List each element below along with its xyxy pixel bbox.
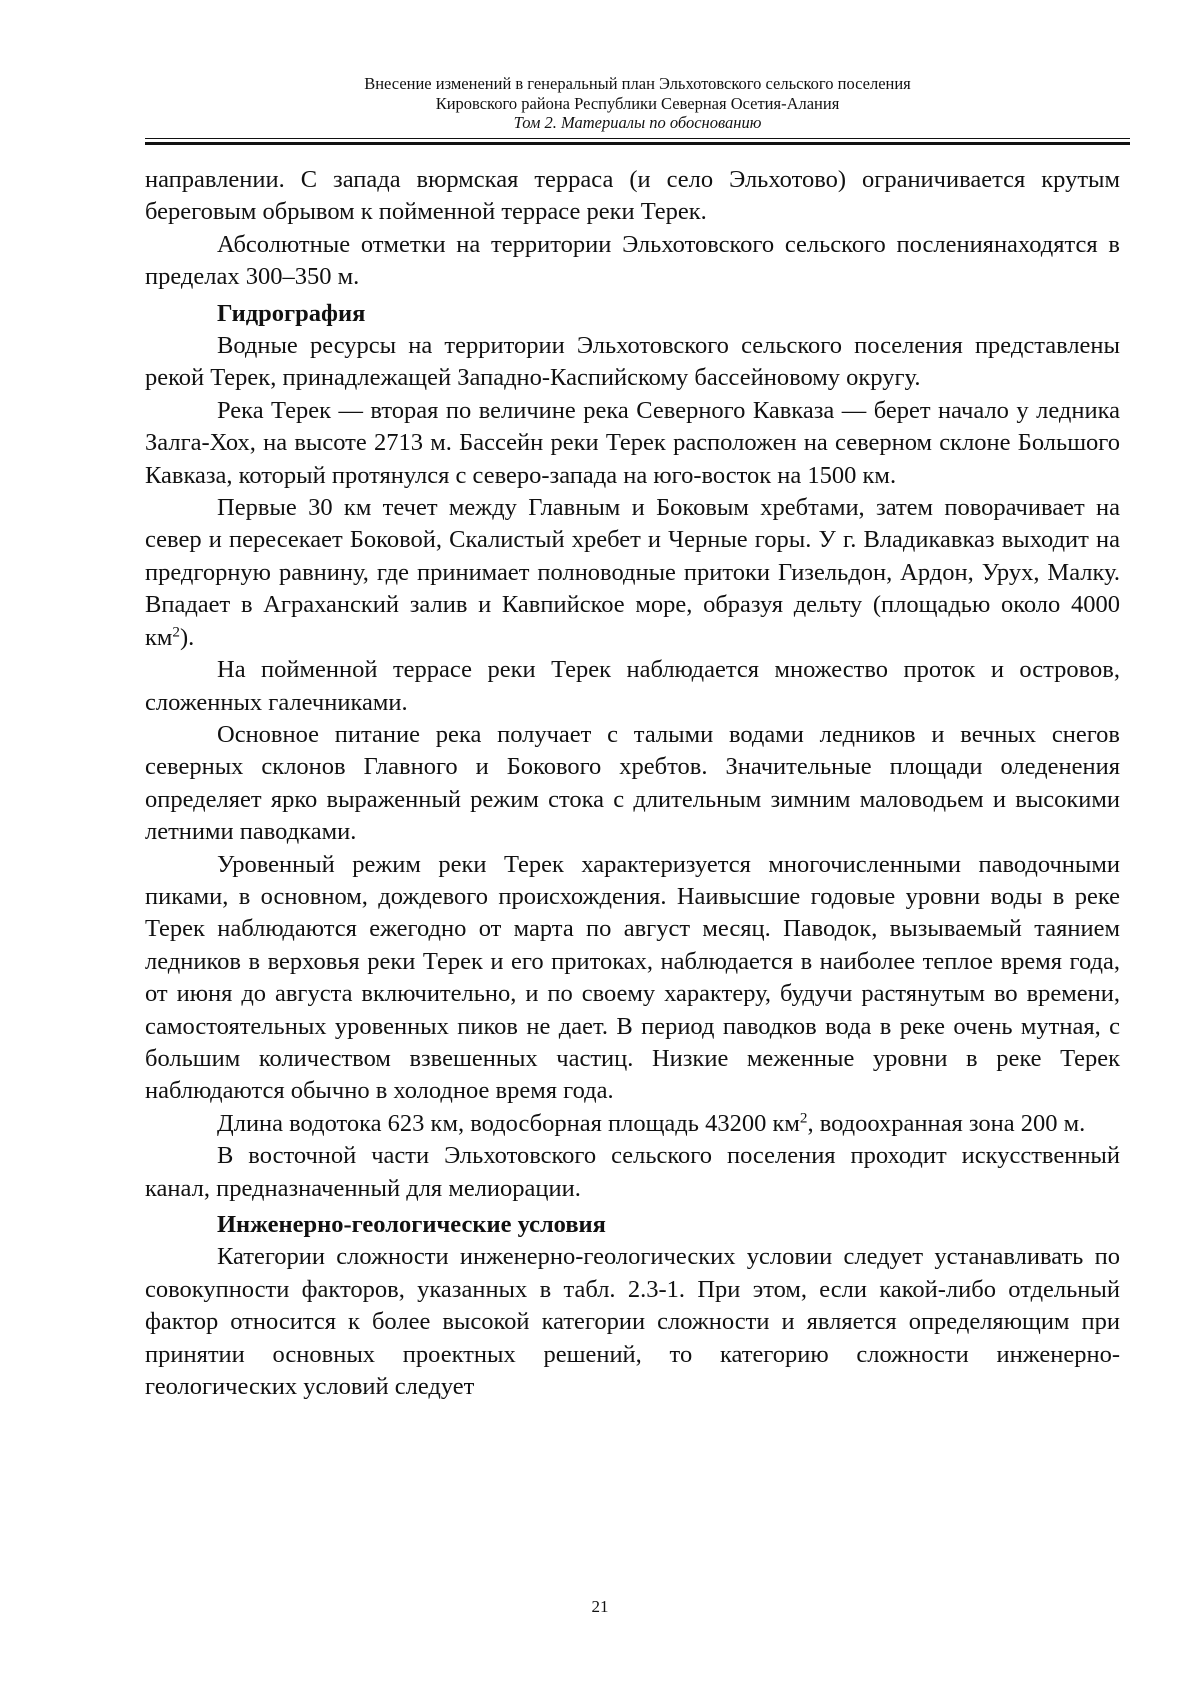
paragraph: направлении. С запада вюрмская терраса (и село Эльхотово) ограничивается крутым береговым обрывом к пойменной террасе реки Терек.	[145, 166, 1120, 226]
paragraph-text: ).	[180, 623, 195, 651]
paragraph: Категории сложности инженерно-геологических условии следует устанавливать по совокупности факторов, указанных в табл. 2.3-1. При этом, если какой-либо отдельный фактор относится к более высокой категории сложности и является определяющим при принятии основных проектных решений, то категорию сложности инженерно-геологических условий следует	[145, 1243, 1120, 1401]
paragraph: Абсолютные отметки на территории Эльхотовского сельского послениянаходятся в пределах 300–350 м.	[145, 230, 1120, 291]
header-rule-thick	[145, 142, 1130, 145]
header-volume-line: Том 2. Материалы по обоснованию	[513, 113, 762, 132]
superscript: 2	[799, 1109, 808, 1127]
body-text	[145, 164, 1120, 1403]
paragraph-text: Длина водотока 623 км, водосборная площадь 43200 км	[217, 1109, 800, 1137]
page-number: 21	[591, 1597, 609, 1616]
paragraph: Основное питание река получает с талыми водами ледников и вечных снегов северных склонов Главного и Бокового хребтов. Значительные площади оледенения определяет ярко выраженный режим стока с длительным зимним маловодьем и высокими летними паводками.	[145, 720, 1120, 846]
paragraph: Река Терек — вторая по величине река Северного Кавказа — берет начало у ледника Залга-Хох, на высоте 2713 м. Бассейн реки Терек расположен на северном склоне Большого Кавказа, который протянулся с северо-запада на юго-восток на 1500 км.	[145, 396, 1120, 489]
paragraph-text: , водоохранная зона 200 м.	[807, 1109, 1086, 1137]
paragraph	[145, 492, 1120, 654]
paragraph: На пойменной террасе реки Терек наблюдается множество проток и островов, сложенных галечниками.	[145, 656, 1120, 716]
header-rule-thin	[145, 138, 1130, 139]
paragraph: Водные ресурсы на территории Эльхотовского сельского поселения представлены рекой Терек, принадлежащей Западно-Каспийскому бассейновому округу.	[145, 332, 1120, 392]
superscript: 2	[172, 623, 181, 641]
paragraph: Уровенный режим реки Терек характеризуется многочисленными паводочными пиками, в основном, дождевого происхождения. Наивысшие годовые уровни воды в реке Терек наблюдаются ежегодно от марта по август месяц. Паводок, вызываемый таянием ледников в верховья реки Терек и его притоках, наблюдается в наиболее теплое время года, от июня до августа включительно, и по своему характеру, будучи растянутым во времени, самостоятельных уровенных пиков не дает. В период паводков вода в реке очень мутная, с большим количеством взвешенных частиц. Низкие меженные уровни в реке Терек наблюдаются обычно в холодное время года.	[145, 850, 1120, 1105]
section-heading-engineering-geology: Инженерно-геологические условия	[217, 1211, 606, 1238]
header-title-line: Внесение изменений в генеральный план Эльхотовского сельского поселения	[364, 74, 911, 93]
running-header	[145, 74, 1130, 133]
paragraph: В восточной части Эльхотовского сельского поселения проходит искусственный канал, предназначенный для мелиорации.	[145, 1142, 1120, 1202]
section-heading-hydrography: Гидрография	[217, 299, 366, 327]
paragraph	[145, 1108, 1120, 1140]
paragraph-text: Первые 30 км течет между Главным и Боковым хребтами, затем поворачивает на север и пересекает Боковой, Скалистый хребет и Черные горы. У г. Владикавказ выходит на предгорную равнину, где принимает полноводные притоки Гизельдон, Ардон, Урух, Малку. Впадает в Аграханский залив и Кавпийское море, образуя дельту (площадью около 4000 км	[145, 494, 1120, 651]
header-region-line: Кировского района Республики Северная Осетия-Алания	[435, 93, 840, 113]
